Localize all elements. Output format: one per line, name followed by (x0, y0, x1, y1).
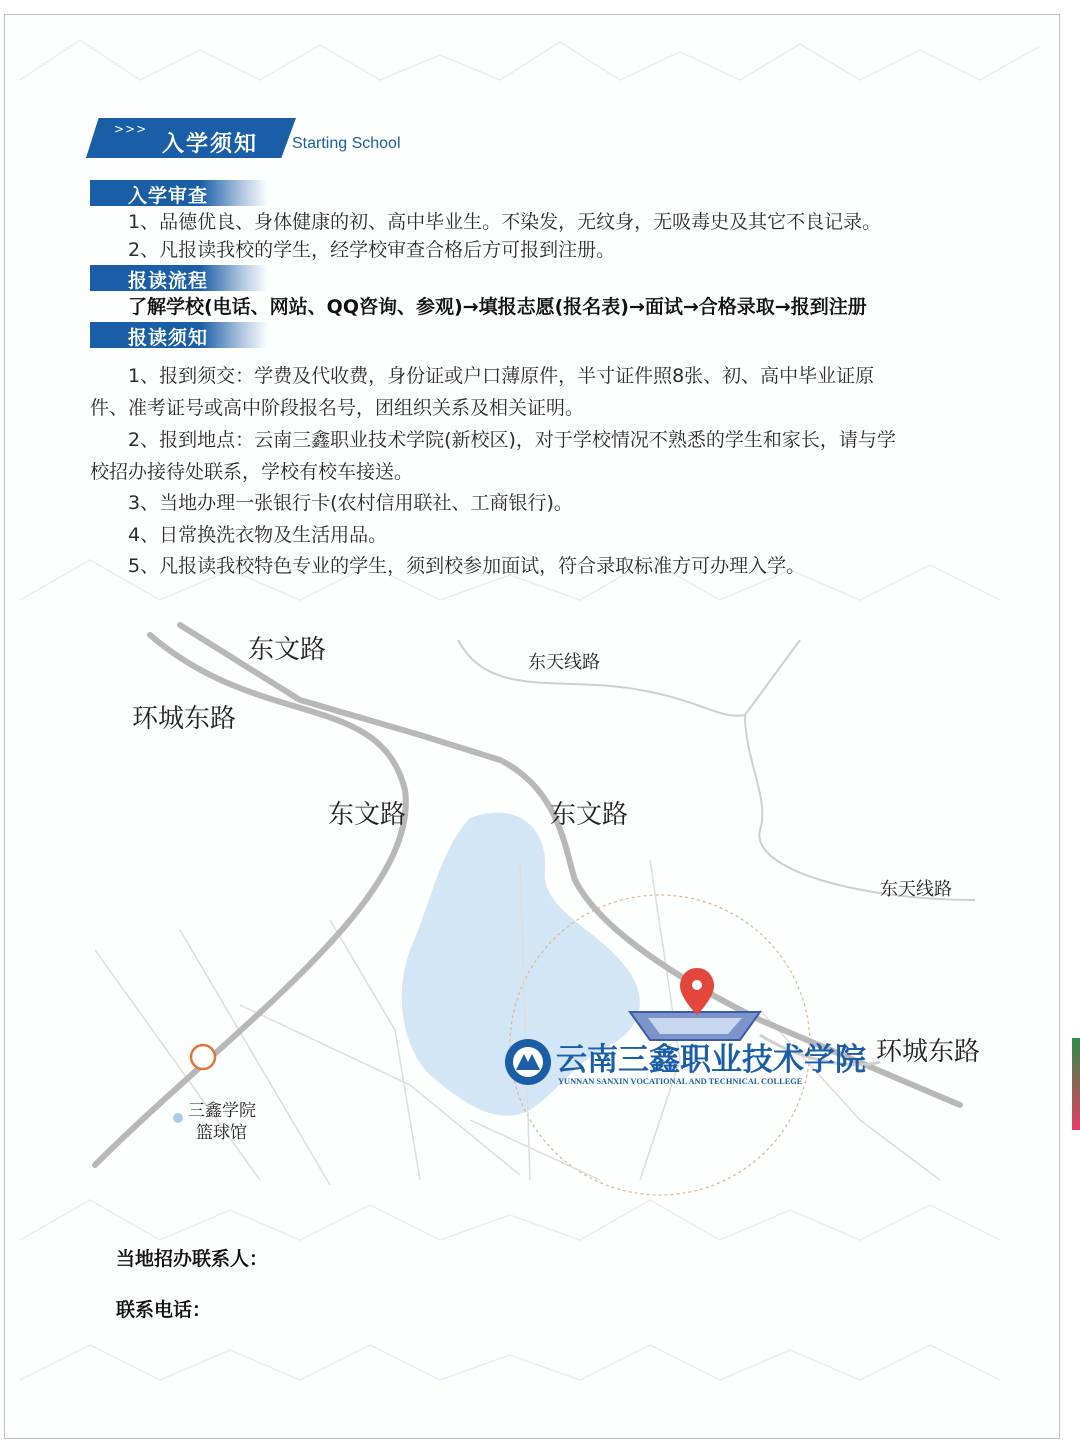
contact-phone-label: 联系电话： (116, 1299, 212, 1321)
section-bar-admission-review (90, 180, 268, 206)
notes-line-7: 5、凡报读我校特色专业的学生，须到校参加面试，符合录取标准方可办理入学。 (128, 555, 806, 577)
notes-line-1: 1、报到须交：学费及代收费，身份证或户口薄原件，半寸证件照8张、初、高中毕业证原 (128, 365, 875, 387)
section-title: 入学审查 (128, 185, 209, 207)
adjacent-page-edge (1072, 1038, 1080, 1130)
basketball-hall-marker (191, 1045, 215, 1069)
map-label-huancheng-right: 环城东路 (876, 1037, 981, 1067)
notes-line-6: 4、日常换洗衣物及生活用品。 (128, 524, 388, 546)
road-dongtian-top (458, 640, 800, 716)
map-label-huancheng-left: 环城东路 (132, 704, 237, 734)
map-label-dongwen-top: 东文路 (248, 635, 327, 665)
section-bar-notes (90, 322, 268, 348)
admission-line-2: 2、凡报读我校的学生，经学校审查合格后方可报到注册。 (128, 239, 616, 261)
section-title: 报读流程 (128, 270, 209, 292)
location-map (0, 610, 1080, 1210)
contact-person-label: 当地招办联系人： (116, 1248, 269, 1270)
map-label-basketball-hall: 篮球馆 (196, 1123, 247, 1143)
small-dot-marker (173, 1113, 183, 1123)
process-flow: 了解学校(电话、网站、QQ咨询、参观)→填报志愿(报名表)→面试→合格录取→报到注册 (128, 296, 867, 318)
school-name-cn: 云南三鑫职业技术学院 (556, 1042, 866, 1078)
chevrons-icon: >>> (114, 122, 148, 136)
notes-line-5: 3、当地办理一张银行卡(农村信用联社、工商银行)。 (128, 492, 573, 514)
section-title: 报读须知 (128, 327, 209, 349)
map-label-dongwen-mid-right: 东文路 (550, 800, 629, 830)
map-label-dongtian-top: 东天线路 (528, 652, 600, 673)
page-title: 入学须知 (162, 132, 259, 157)
minor-road (330, 920, 420, 1180)
notes-line-2: 件、准考证号或高中阶段报名号，团组织关系及相关证明。 (90, 397, 585, 419)
school-name-en: YUNNAN SANXIN VOCATIONAL AND TECHNICAL COLLEGE (558, 1077, 803, 1086)
notes-line-3: 2、报到地点：云南三鑫职业技术学院(新校区)，对于学校情况不熟悉的学生和家长，请与学 (128, 429, 896, 451)
location-pin-icon (680, 968, 714, 1015)
minor-road (95, 950, 260, 1180)
map-label-sanxin-hall: 三鑫学院 (188, 1101, 256, 1121)
map-label-dongwen-mid-left: 东文路 (328, 800, 407, 830)
section-bar-process (90, 265, 268, 291)
campus-plaza-icon (630, 1012, 760, 1040)
notes-line-4: 校招办接待处联系，学校有校车接送。 (90, 461, 414, 483)
road-dongtian-branch (745, 715, 975, 900)
map-label-dongtian-right: 东天线路 (880, 879, 952, 900)
page-subtitle-en: Starting School (292, 135, 401, 152)
school-logo-icon (505, 1039, 551, 1085)
admission-line-1: 1、品德优良、身体健康的初、高中毕业生。不染发，无纹身，无吸毒史及其它不良记录。 (128, 211, 882, 233)
minor-road (760, 1010, 940, 1180)
section-header (86, 118, 426, 160)
